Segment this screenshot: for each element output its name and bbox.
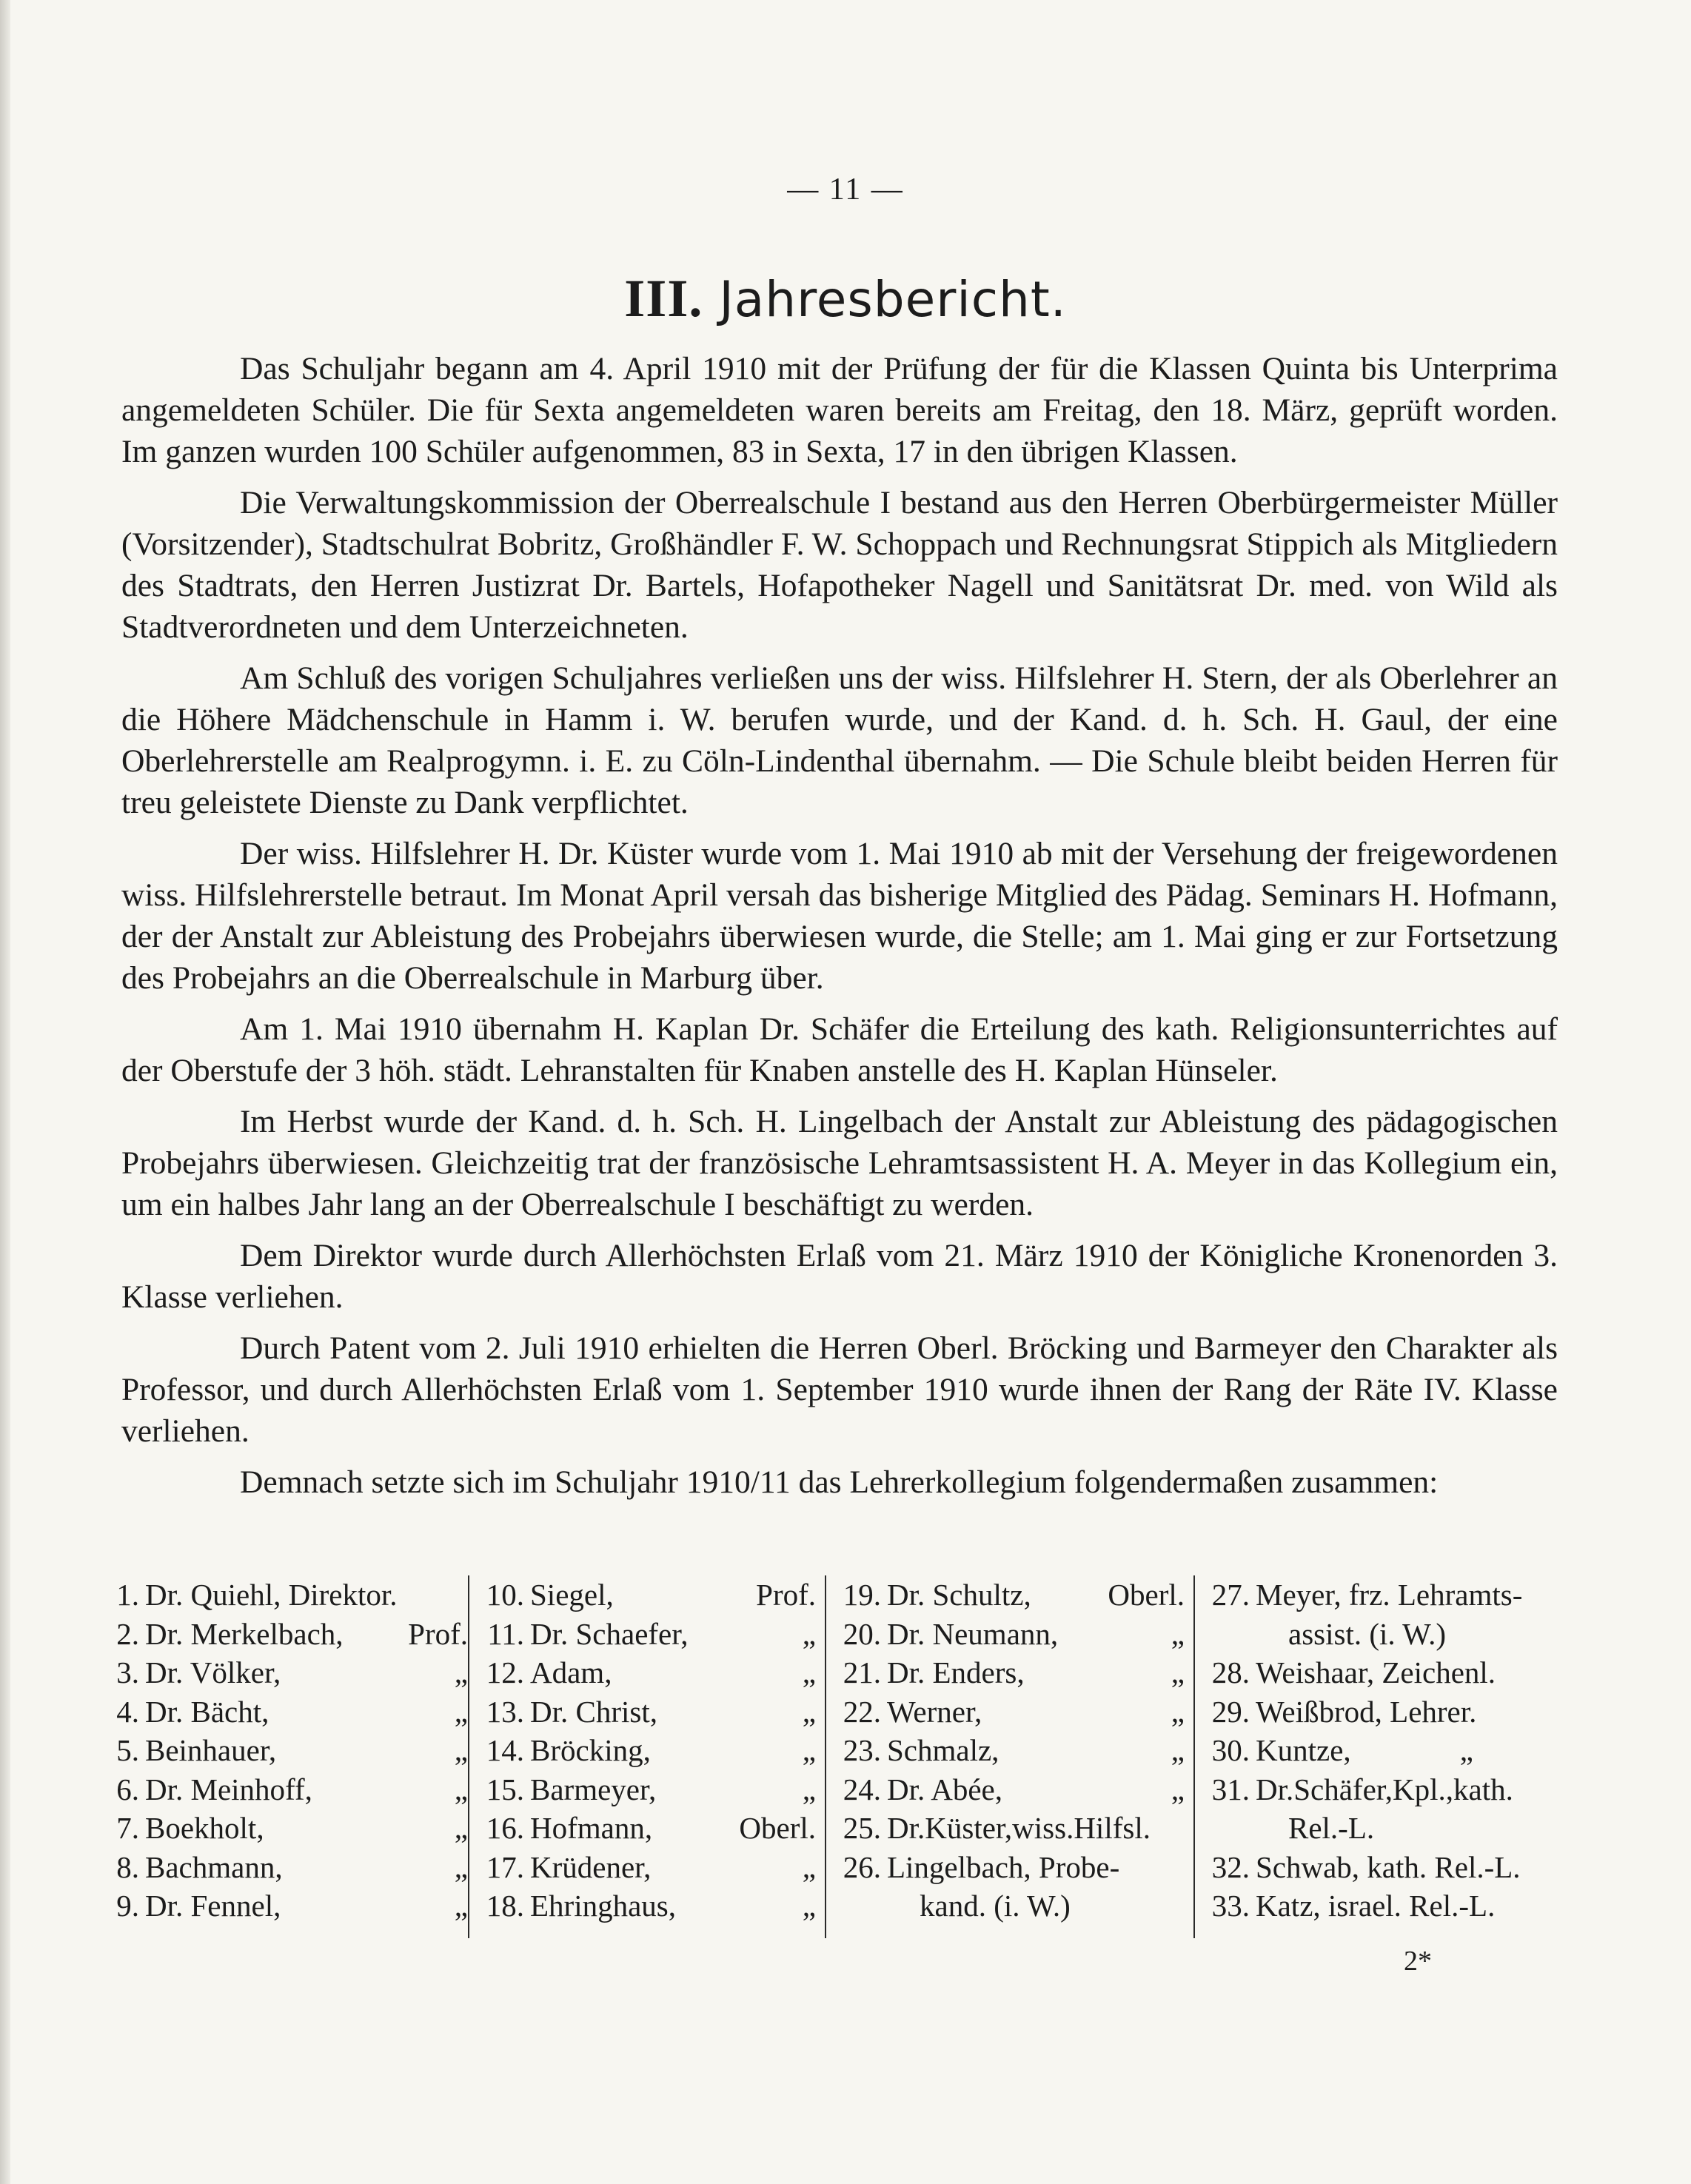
staff-list-table <box>104 1575 1570 1938</box>
paragraph-autumn: Im Herbst wurde der Kand. d. h. Sch. H. Lingelbach der Anstalt zur Ableistung des pädagogischen Probejahrs überwiesen. Gleichzeitig trat der französische Lehramtsassistent H. A. Meyer in das Kollegium ein, um ein halbes Jahr lang an der Oberrealschule I beschäftigt zu werden. <box>121 1104 1558 1222</box>
staff-number: 3. <box>116 1655 139 1689</box>
staff-name: Bachmann, <box>145 1849 283 1884</box>
staff-row <box>104 1615 468 1654</box>
staff-name: Dr. Christ, <box>530 1694 657 1729</box>
staff-name: Werner, <box>887 1694 982 1729</box>
staff-number: 15. <box>486 1772 524 1806</box>
paragraph-school-year: Das Schuljahr begann am 4. April 1910 mit der Prüfung der für die Klassen Quinta bis Unterprima angemeldeten Schüler. Die für Sexta angemeldeten waren bereits am Freitag, den 18. März, geprüft worden. Im ganzen wurden 100 Schüler aufgenommen, 83 in Sexta, 17 in den übrigen Klassen. <box>121 351 1558 469</box>
staff-title: „ <box>454 1849 468 1884</box>
staff-name: Dr. Fennel, <box>145 1889 281 1923</box>
staff-title: „ <box>802 1694 816 1729</box>
staff-row <box>477 1731 825 1770</box>
staff-number: 31. <box>1211 1772 1250 1806</box>
staff-name: Dr. Schaefer, <box>530 1616 689 1651</box>
staff-number: 29. <box>1211 1694 1250 1729</box>
staff-row <box>834 1770 1193 1809</box>
section-roman-numeral: III. <box>624 269 703 328</box>
staff-row <box>834 1615 1193 1654</box>
staff-number: 26. <box>843 1849 881 1884</box>
staff-row <box>1202 1653 1570 1692</box>
staff-number: 24. <box>843 1772 881 1806</box>
staff-number: 30. <box>1211 1733 1250 1767</box>
paragraph-schaefer: Am 1. Mai 1910 übernahm H. Kaplan Dr. Schäfer die Erteilung des kath. Religionsunterrichtes auf der Oberstufe der 3 höh. städt. Lehranstalten für Knaben anstelle des H. Kaplan Hünseler. <box>121 1011 1558 1088</box>
staff-row <box>1202 1848 1570 1887</box>
staff-number: 33. <box>1211 1889 1250 1923</box>
paragraph-professors: Durch Patent vom 2. Juli 1910 erhielten die Herren Oberl. Bröcking und Barmeyer den Charakter als Professor, und durch Allerhöchsten Erlaß vom 1. September 1910 wurde ihnen der Rang der Räte IV. Klasse verliehen. <box>121 1330 1558 1449</box>
staff-name: Dr. Bächt, <box>145 1694 269 1729</box>
staff-name: Dr.Schäfer,Kpl.,kath. <box>1256 1772 1513 1806</box>
staff-number: 7. <box>116 1811 139 1845</box>
staff-row <box>477 1615 825 1654</box>
staff-row-continuation: kand. (i. W.) <box>920 1889 1071 1923</box>
staff-row <box>834 1809 1193 1848</box>
staff-row <box>834 1575 1193 1615</box>
staff-number: 22. <box>843 1694 881 1729</box>
staff-name: Katz, israel. Rel.-L. <box>1256 1889 1496 1923</box>
staff-row <box>834 1848 1193 1887</box>
staff-number: 19. <box>843 1578 881 1612</box>
staff-number: 18. <box>486 1889 524 1923</box>
paragraph-staff-intro: Demnach setzte sich im Schuljahr 1910/11 das Lehrerkollegium folgendermaßen zusammen: <box>240 1464 1439 1500</box>
staff-number: 11. <box>487 1616 524 1651</box>
paragraph-kuester: Der wiss. Hilfslehrer H. Dr. Küster wurde vom 1. Mai 1910 ab mit der Versehung der freigewordenen wiss. Hilfslehrerstelle betraut. Im Monat April versah das bisherige Mitglied des Pädag. Seminars H. Hofmann, der der Anstalt zur Ableistung des Probejahrs überwiesen wurde, die Stelle; am 1. Mai ging er zur Fortsetzung des Probejahrs an die Oberrealschule in Marburg über. <box>121 836 1558 996</box>
staff-title: „ <box>1171 1655 1185 1689</box>
staff-number: 6. <box>116 1772 139 1806</box>
staff-number: 23. <box>843 1733 881 1767</box>
staff-title: „ <box>1459 1733 1473 1767</box>
staff-number: 16. <box>486 1811 524 1845</box>
staff-name: Dr. Völker, <box>145 1655 281 1689</box>
staff-title: „ <box>802 1849 816 1884</box>
staff-number: 25. <box>843 1811 881 1845</box>
staff-row <box>1202 1575 1570 1615</box>
staff-row <box>477 1848 825 1887</box>
staff-title: „ <box>454 1772 468 1806</box>
staff-row <box>477 1770 825 1809</box>
staff-row <box>834 1731 1193 1770</box>
staff-name: Krüdener, <box>530 1849 652 1884</box>
staff-row <box>477 1653 825 1692</box>
staff-title: „ <box>1171 1733 1185 1767</box>
staff-column-3 <box>825 1575 1193 1938</box>
staff-name: Beinhauer, <box>145 1733 277 1767</box>
staff-name: Dr. Schultz, <box>887 1578 1031 1612</box>
staff-row <box>477 1575 825 1615</box>
page-number: — 11 — <box>787 172 904 207</box>
staff-name: Dr. Meinhoff, <box>145 1772 312 1806</box>
staff-column-4 <box>1193 1575 1570 1938</box>
staff-row <box>834 1653 1193 1692</box>
staff-number: 27. <box>1211 1578 1250 1612</box>
staff-number: 20. <box>843 1616 881 1651</box>
staff-row <box>477 1809 825 1848</box>
staff-row <box>104 1848 468 1887</box>
staff-row <box>104 1731 468 1770</box>
staff-title: „ <box>1171 1772 1185 1806</box>
staff-name: Siegel, <box>530 1578 614 1612</box>
staff-title: „ <box>802 1772 816 1806</box>
staff-column-1 <box>104 1575 468 1938</box>
staff-title: „ <box>454 1811 468 1845</box>
staff-row <box>104 1692 468 1732</box>
staff-number: 21. <box>843 1655 881 1689</box>
staff-name: Bröcking, <box>530 1733 651 1767</box>
staff-name: Dr.Küster,wiss.Hilfsl. <box>887 1811 1151 1845</box>
staff-name: Kuntze, <box>1256 1733 1351 1767</box>
staff-name: Weishaar, Zeichenl. <box>1256 1655 1496 1689</box>
staff-column-2 <box>468 1575 825 1938</box>
staff-title: „ <box>454 1889 468 1923</box>
staff-title: Oberl. <box>739 1811 816 1845</box>
staff-title: „ <box>802 1616 816 1651</box>
staff-title: „ <box>454 1694 468 1729</box>
staff-name: Dr. Merkelbach, <box>145 1616 344 1651</box>
staff-number: 17. <box>486 1849 524 1884</box>
paragraph-director-award: Dem Direktor wurde durch Allerhöchsten Erlaß vom 21. März 1910 der Königliche Kronenorden 3. Klasse verliehen. <box>121 1238 1558 1315</box>
staff-row <box>1202 1731 1570 1770</box>
staff-number: 32. <box>1211 1849 1250 1884</box>
staff-name: Dr. Neumann, <box>887 1616 1059 1651</box>
staff-number: 4. <box>116 1694 139 1729</box>
staff-row <box>104 1886 468 1926</box>
staff-title: „ <box>802 1655 816 1689</box>
staff-name: Lingelbach, Probe- <box>887 1849 1120 1884</box>
staff-title: „ <box>454 1733 468 1767</box>
staff-name: Meyer, frz. Lehramts- <box>1256 1578 1523 1612</box>
staff-number: 14. <box>486 1733 524 1767</box>
staff-number: 8. <box>116 1849 139 1884</box>
staff-row <box>104 1653 468 1692</box>
staff-row <box>1202 1886 1570 1926</box>
staff-number: 1. <box>116 1578 139 1612</box>
section-heading: Jahresbericht. <box>719 271 1067 328</box>
staff-number: 13. <box>486 1694 524 1729</box>
section-title <box>0 268 1691 329</box>
staff-row <box>104 1575 468 1615</box>
staff-row <box>1202 1692 1570 1732</box>
staff-number: 2. <box>116 1616 139 1651</box>
paragraph-departures: Am Schluß des vorigen Schuljahres verließen uns der wiss. Hilfslehrer H. Stern, der als Oberlehrer an die Höhere Mädchenschule in Hamm i. W. berufen wurde, und der Kand. d. h. Sch. H. Gaul, der eine Oberlehrerstelle am Realprogymn. i. E. zu Cöln-Lindenthal übernahm. — Die Schule bleibt beiden Herren für treu geleistete Dienste zu Dank verpflichtet. <box>121 660 1558 820</box>
staff-row <box>477 1886 825 1926</box>
staff-row-continuation: assist. (i. W.) <box>1288 1616 1446 1651</box>
paragraph-commission: Die Verwaltungskommission der Oberrealschule I bestand aus den Herren Oberbürgermeister Müller (Vorsitzender), Stadtschulrat Bobritz, Großhändler F. W. Schoppach und Rechnungsrat Stippich als Mitgliedern des Stadtrats, den Herren Justizrat Dr. Bartels, Hofapotheker Nagell und Sanitätsrat Dr. med. von Wild als Stadtverordneten und dem Unterzeichneten. <box>121 485 1558 645</box>
staff-number: 12. <box>486 1655 524 1689</box>
staff-row-continuation: Rel.-L. <box>1288 1811 1375 1845</box>
staff-title: „ <box>1171 1616 1185 1651</box>
staff-title: „ <box>802 1889 816 1923</box>
staff-number: 10. <box>486 1578 524 1612</box>
staff-title: „ <box>802 1733 816 1767</box>
staff-name: Ehringhaus, <box>530 1889 676 1923</box>
staff-name: Hofmann, <box>530 1811 653 1845</box>
staff-name: Adam, <box>530 1655 612 1689</box>
report-body <box>121 348 1558 1513</box>
staff-row <box>104 1809 468 1848</box>
staff-title: Prof. <box>756 1578 816 1612</box>
staff-number: 28. <box>1211 1655 1250 1689</box>
staff-name: Dr. Enders, <box>887 1655 1025 1689</box>
staff-name: Schwab, kath. Rel.-L. <box>1256 1849 1521 1884</box>
staff-row <box>834 1692 1193 1732</box>
staff-name: Barmeyer, <box>530 1772 657 1806</box>
staff-name: Dr. Abée, <box>887 1772 1002 1806</box>
staff-title: „ <box>1171 1694 1185 1729</box>
staff-row <box>477 1692 825 1732</box>
staff-title: Oberl. <box>1108 1578 1185 1612</box>
sheet-signature-mark: 2* <box>1404 1946 1432 1977</box>
staff-name: Schmalz, <box>887 1733 999 1767</box>
staff-name: Weißbrod, Lehrer. <box>1256 1694 1477 1729</box>
staff-name: Dr. Quiehl, Direktor. <box>145 1578 398 1612</box>
staff-row <box>1202 1770 1570 1809</box>
staff-title: Prof. <box>408 1616 468 1651</box>
staff-row <box>104 1770 468 1809</box>
staff-name: Boekholt, <box>145 1811 264 1845</box>
staff-number: 9. <box>116 1889 139 1923</box>
staff-number: 5. <box>116 1733 139 1767</box>
staff-title: „ <box>454 1655 468 1689</box>
